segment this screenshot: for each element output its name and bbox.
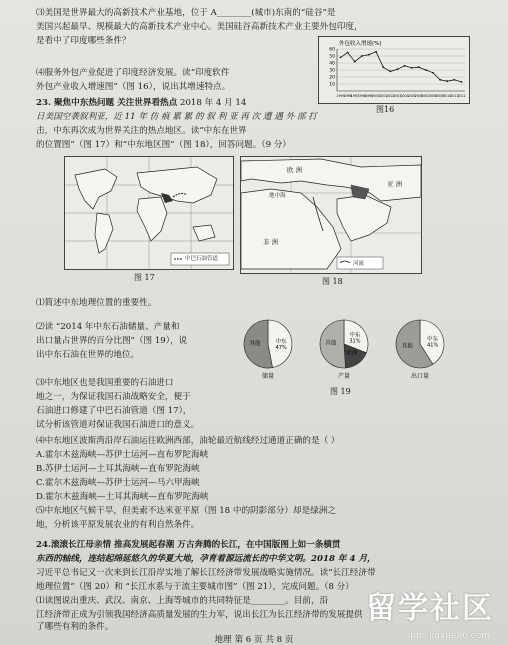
y-tick-label: 50 <box>329 54 335 60</box>
figure-19-svg <box>238 316 470 384</box>
world-map-svg <box>65 157 233 269</box>
q23-option-a: A.霍尔木兹海峡—苏伊士运河—直布罗陀海峡 <box>36 450 209 460</box>
series-line <box>341 52 462 82</box>
label-asia: 亚 洲 <box>387 180 403 188</box>
south-america-shape <box>95 213 113 253</box>
x-tick-label: 2004 <box>400 94 409 98</box>
q23-sub5-b: 地，分析该平原发展农业的有利自然条件。 <box>36 520 200 530</box>
slice-label: 欧洲 <box>346 350 358 357</box>
data-point <box>461 81 463 83</box>
y-tick-label: 60 <box>329 47 335 53</box>
q24-line-3: 习近平总书记又一次来到长江沿岸实地了解长江经济带发展战略实施情况。读“长江经济带 <box>36 568 376 578</box>
figure-16-svg <box>319 37 469 103</box>
figure-18-middle-east-map <box>240 156 422 274</box>
x-tick-label: 1995 <box>336 94 345 98</box>
river-legend-label: 河流 <box>353 261 365 267</box>
q23-line-1 <box>36 98 246 109</box>
q23-sub2-b: 出口量占世界的百分比图”（图 19），说 <box>36 336 188 346</box>
middle-east-map-svg <box>241 157 421 273</box>
figure-16-chart <box>318 36 470 104</box>
x-tick-label: 2000 <box>372 94 381 98</box>
q23-line-4: 的位置图”（图 17）和“中东地区图”（图 18），回答问题。（9 分） <box>36 140 291 150</box>
data-point <box>432 72 434 74</box>
q24-line-4: 地理位置”（图 20）和 “长江水系与干流主要城市图”（图 21），完成问题。（8 分） <box>36 582 354 592</box>
pie-name: 产量 <box>337 373 351 380</box>
x-tick-label: 2001 <box>379 94 388 98</box>
data-point <box>375 51 377 53</box>
x-tick-label: 2008 <box>428 94 438 98</box>
q22-line-5: 是看中了印度哪些条件？ <box>36 36 131 46</box>
q23-date: 2018 年 4 月 14 <box>179 98 247 108</box>
data-point <box>439 79 441 81</box>
page-footer: 地理 第 6 页 共 8 页 <box>214 635 294 645</box>
x-tick-label: 2005 <box>407 94 416 98</box>
slice-label: 其他 <box>249 341 261 348</box>
q23-line-3: 击，中东再次成为世界关注的热点地区。读“中东在世界 <box>36 126 247 136</box>
slice-percent: 31% <box>349 338 361 345</box>
data-point <box>347 52 349 54</box>
x-tick-label: 2010 <box>443 94 452 98</box>
slice-label: 其他 <box>325 340 337 347</box>
q24-line-7: 了哪些有利的条件。 <box>36 622 114 632</box>
watermark-logo: 留学社区 <box>366 591 494 626</box>
q22-line-3: ⑶美国是世界最大的高新技术产业基地，位于 A________(城市)东南的“硅谷”是 <box>36 8 336 18</box>
data-point <box>361 55 363 57</box>
chart-title: 外包收入增速(%) <box>339 41 382 47</box>
australia-shape <box>193 225 215 241</box>
slice-percent: 41% <box>427 342 439 349</box>
slice-label: 中东 <box>349 332 361 339</box>
data-point <box>425 69 427 71</box>
data-point <box>446 80 448 82</box>
data-point <box>404 65 406 67</box>
africa-shape <box>137 197 167 241</box>
figure-18-label: 图 18 <box>322 277 343 286</box>
slice-label: 中东 <box>275 338 287 345</box>
figure-17-label: 图 17 <box>134 273 155 282</box>
x-tick-label: 1999 <box>364 94 374 98</box>
q23-heading: 23. 聚焦中东热问题 关注世界看热点 <box>36 98 178 108</box>
x-tick-label: 1997 <box>350 94 359 98</box>
x-tick-label: 2002 <box>386 94 395 98</box>
q23-sub2-a: ⑵读 “2014 年中东石油储量、产量和 <box>36 322 180 332</box>
q24-line-2: 东西的轴线，连结起绵延悠久的华夏大地，孕育着源远流长的中华文明。2018 年 4 月， <box>36 554 376 564</box>
q23-sub1: ⑴简述中东地理位置的重要性。 <box>36 298 157 308</box>
x-tick-label: 1998 <box>357 94 366 98</box>
q23-option-c: C.霍尔木兹海峡—苏伊士运河—马六甲海峡 <box>36 478 200 488</box>
q22-line-4: 美国兴起最早、规模最大的高新技术产业中心。美国硅谷高新技术产业主要外包印度， <box>36 22 363 32</box>
q23-line-2: 日美国空袭叙利亚，近 11 年 仿 痕 累 累 的 叙 利 亚 再 次 遭 遇 外 部 打 <box>36 112 317 122</box>
x-tick-label: 2009 <box>436 94 445 98</box>
slice-label: 中东 <box>427 336 439 343</box>
x-tick-label: 2006 <box>414 94 423 98</box>
label-mediterranean: 地中海 <box>269 193 286 199</box>
data-point <box>411 67 413 69</box>
q24-line-1: 24.滚滚长江母亲情 推高发展起春潮 万古奔腾的长江，在中国版图上如一条横贯 <box>36 540 341 550</box>
x-tick-label: 1996 <box>343 94 352 98</box>
y-tick-label: 30 <box>329 68 335 74</box>
q23-sub3-d: 试分析该管道对保证我国石油进口的意义。 <box>36 420 200 430</box>
figure-19-pies <box>238 316 470 384</box>
y-tick-label: 10 <box>329 82 335 88</box>
q23-sub5-a: ⑸中东地区气候干旱，但美索不达米亚平原（图 18 中的阴影部分）却是绿洲之 <box>36 506 336 516</box>
data-point <box>397 68 399 70</box>
north-america-shape <box>75 169 117 209</box>
slice-label: 其他 <box>401 343 413 350</box>
data-point <box>340 57 342 59</box>
q23-sub4: ⑷中东地区波斯湾沿岸石油运往欧洲西部，油轮最近航线经过通道正确的是（ ） <box>36 436 340 446</box>
q22-line-7: 外包产业收入增速图”（图 16），说出其增速特点。 <box>36 82 231 92</box>
q23-option-d: D.霍尔木兹海峡—土耳其海峡—直布罗陀海峡 <box>36 492 209 502</box>
pie-name: 出口量 <box>410 373 430 380</box>
label-africa: 非 洲 <box>263 238 279 246</box>
q24-line-5: ⑴读图说出重庆、武汉、南京、上海等城市的共同特征是________。目前，沿 <box>36 596 329 606</box>
x-tick-label: 2011 <box>450 94 459 98</box>
y-tick-label: 20 <box>329 75 335 81</box>
y-tick-label: 40 <box>329 61 335 67</box>
data-point <box>453 79 455 81</box>
data-point <box>354 61 356 63</box>
x-tick-label: 2003 <box>393 94 402 98</box>
data-point <box>418 66 420 68</box>
data-point <box>382 66 384 68</box>
x-tick-label: 2012 <box>457 94 466 98</box>
q23-sub3-a: ⑶中东地区也是我国重要的石油进口 <box>36 378 174 388</box>
figure-17-world-map <box>64 156 234 270</box>
pipeline-legend-label: 中巴石油管道 <box>185 256 219 262</box>
watermark-url: bbs.liuxue86.com <box>410 631 490 641</box>
q23-sub2-c: 出中东石油在世界的地位。 <box>36 350 140 360</box>
label-europe: 欧 洲 <box>287 166 303 174</box>
x-tick-label: 2007 <box>421 94 430 98</box>
figure-19-label: 图 19 <box>330 387 351 396</box>
pie-name: 储量 <box>261 373 275 380</box>
q23-sub3-b: 地之一，为保证我国石油战略安全，便于 <box>36 392 191 402</box>
q22-line-6: ⑷服务外包产业促进了印度经济发展。读“印度软件 <box>36 68 230 78</box>
q23-sub3-c: 石油进口修建了中巴石油管道（图 17）， <box>36 406 192 416</box>
slice-percent: 47% <box>275 344 287 351</box>
q24-line-6: 江经济带正成为引领我国经济高质量发展的生力军，说出长江为长江经济带的发展提供 <box>36 610 363 620</box>
data-point <box>389 71 391 73</box>
data-point <box>368 54 370 56</box>
q23-option-b: B.苏伊士运河—土耳其海峡—直布罗陀海峡 <box>36 464 200 474</box>
figure-16-label: 图16 <box>376 105 395 114</box>
